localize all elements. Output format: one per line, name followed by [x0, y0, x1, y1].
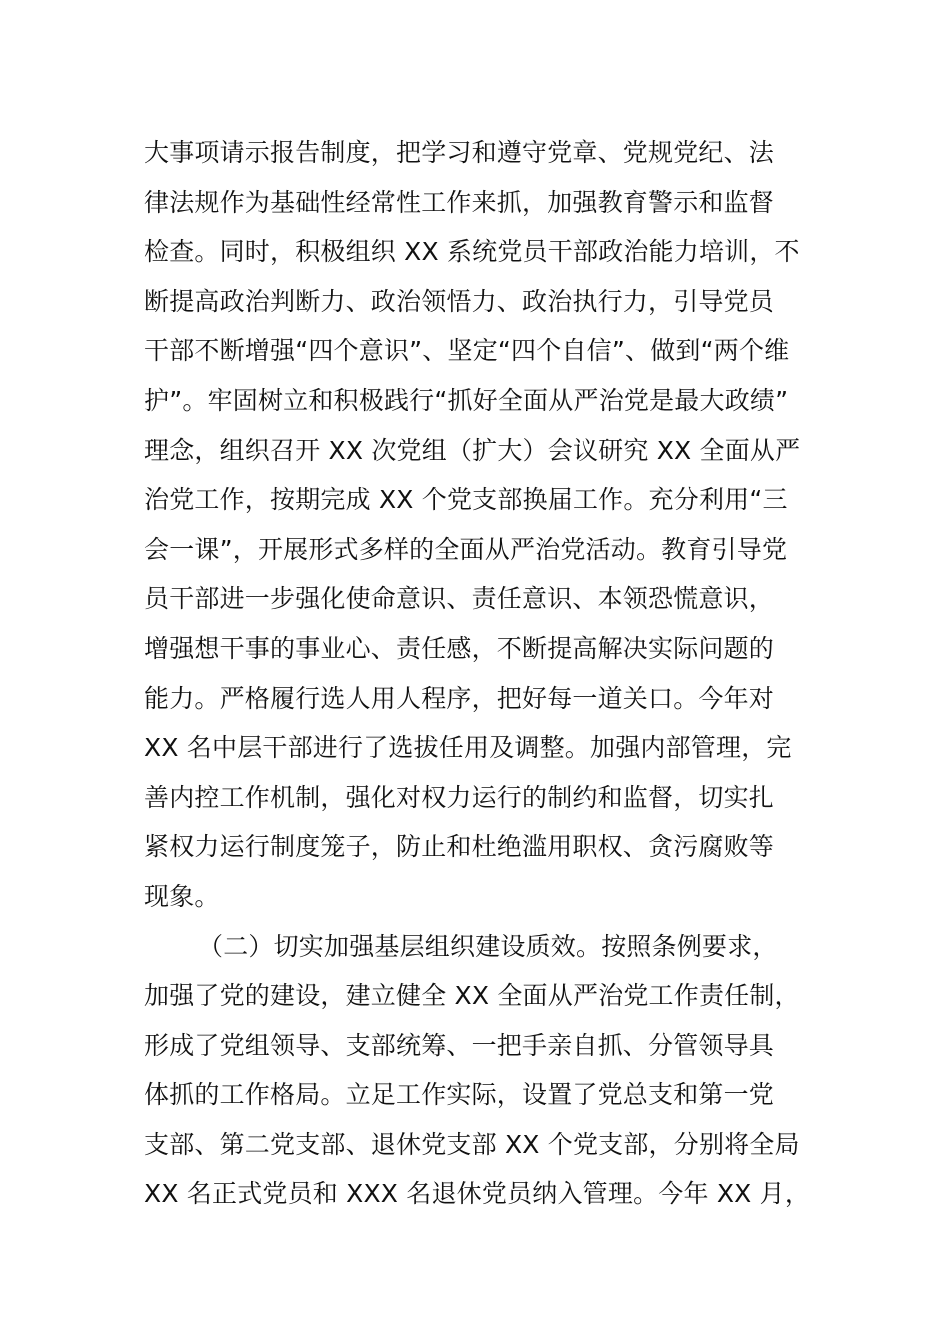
text-line: 善内控工作机制，强化对权力运行的制约和监督，切实扎: [144, 782, 775, 812]
text-line: 能力。严格履行选人用人程序，把好每一道关口。今年对: [144, 683, 775, 713]
text-line: 护”。牢固树立和积极践行“抓好全面从严治党是最大政绩”: [144, 385, 789, 415]
text-line: 干部不断增强“四个意识”、坚定“四个自信”、做到“两个维: [144, 336, 790, 366]
text-line: 形成了党组领导、支部统筹、一把手亲自抓、分管领导具: [144, 1030, 775, 1060]
text-line: 员干部进一步强化使命意识、责任意识、本领恐慌意识，: [144, 584, 775, 614]
text-line: XX 名正式党员和 XXX 名退休党员纳入管理。今年 XX 月，: [144, 1179, 811, 1209]
section-heading-line: （二）切实加强基层组织建设质效。按照条例要求，: [198, 931, 778, 961]
body-text: [144, 128, 814, 1219]
text-line: 支部、第二党支部、退休党支部 XX 个党支部，分别将全局: [144, 1129, 800, 1159]
text-line: 紧权力运行制度笼子，防止和杜绝滥用职权、贪污腐败等: [144, 832, 775, 862]
text-line: 现象。: [144, 881, 220, 911]
text-line: 律法规作为基础性经常性工作来抓，加强教育警示和监督: [144, 187, 775, 217]
text-line: XX 名中层干部进行了选拔任用及调整。加强内部管理，完: [144, 733, 792, 763]
text-line: 体抓的工作格局。立足工作实际，设置了党总支和第一党: [144, 1080, 775, 1110]
text-line: 加强了党的建设，建立健全 XX 全面从严治党工作责任制，: [144, 981, 800, 1011]
text-line: 治党工作，按期完成 XX 个党支部换届工作。充分利用“三: [144, 485, 788, 515]
text-line: 检查。同时，积极组织 XX 系统党员干部政治能力培训，不: [144, 237, 800, 267]
text-line: 断提高政治判断力、政治领悟力、政治执行力，引导党员: [144, 286, 775, 316]
text-line: 增强想干事的事业心、责任感，不断提高解决实际问题的: [144, 633, 775, 663]
text-line: 会一课”，开展形式多样的全面从严治党活动。教育引导党: [144, 534, 788, 564]
text-line: 大事项请示报告制度，把学习和遵守党章、党规党纪、法: [144, 138, 775, 167]
text-line: 理念，组织召开 XX 次党组（扩大）会议研究 XX 全面从严: [144, 435, 801, 465]
